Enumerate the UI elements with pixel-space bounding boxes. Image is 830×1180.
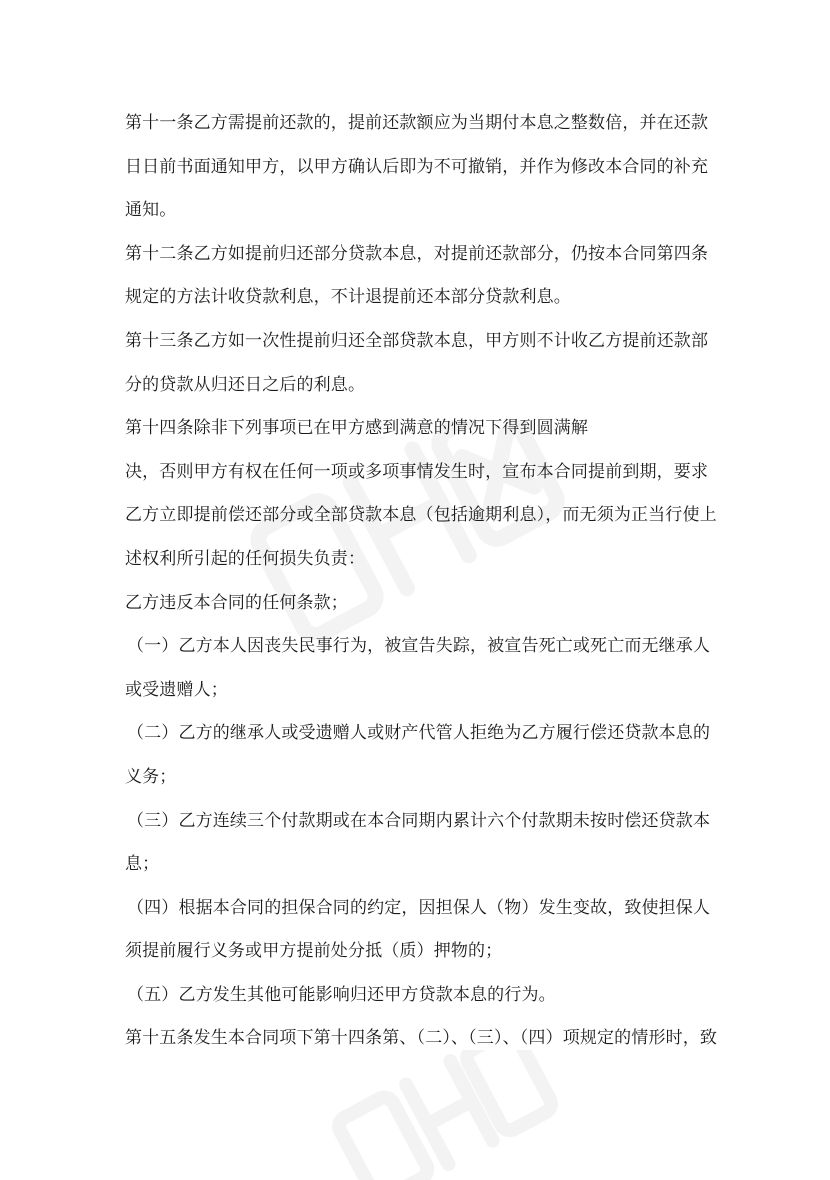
list-item-2: （二）乙方的继承人或受遗赠人或财产代管人拒绝为乙方履行偿还贷款本息的 (127, 723, 711, 744)
text-line: 息； (125, 854, 160, 875)
list-item-4: （四）根据本合同的担保合同的约定，因担保人（物）发生变故，致使担保人 (127, 897, 711, 918)
text-line-clause-14: 第十四条除非下列事项已在甲方感到满意的情况下得到圆满解 (125, 418, 589, 439)
text-line: 日日前书面通知甲方，以甲方确认后即为不可撤销，并作为修改本合同的补充 (125, 156, 709, 177)
text-line: 规定的方法计收贷款利息，不计退提前还本部分贷款利息。 (125, 287, 571, 308)
text-line: 义务； (125, 766, 177, 787)
list-item-5: （五）乙方发生其他可能影响归还甲方贷款本息的行为。 (127, 984, 556, 1005)
text-line-clause-11: 第十一条乙方需提前还款的，提前还款额应为当期付本息之整数倍，并在还款 (125, 113, 709, 133)
text-line: 分的贷款从归还日之后的利息。 (125, 374, 366, 395)
text-line-clause-15: 第十五条发生本合同项下第十四条第、（二）、（三）、（四）项规定的情形时，致 (125, 1028, 718, 1049)
text-line: 或受遗赠人； (125, 679, 228, 700)
list-item-1: （一）乙方本人因丧失民事行为，被宣告失踪，被宣告死亡或死亡而无继承人 (127, 636, 711, 657)
text-line: 通知。 (125, 200, 177, 221)
watermark-logo-icon (330, 1050, 560, 1180)
text-line-clause-13: 第十三条乙方如一次性提前归还全部贷款本息，甲方则不计收乙方提前还款部 (125, 330, 709, 351)
text-line-clause-12: 第十二条乙方如提前归还部分贷款本息，对提前还款部分，仍按本合同第四条 (125, 243, 709, 264)
document-body (125, 102, 718, 1061)
list-item-3: （三）乙方连续三个付款期或在本合同期内累计六个付款期未按时偿还贷款本 (127, 810, 711, 831)
text-line: 乙方立即提前偿还部分或全部贷款本息（包括逾期利息），而无须为正当行使上 (125, 505, 717, 526)
text-line: 乙方违反本合同的任何条款； (125, 592, 348, 613)
text-line: 述权利所引起的任何损失负责： (125, 548, 366, 569)
text-line: 须提前履行义务或甲方提前处分抵（质）押物的； (125, 941, 503, 962)
text-line: 决，否则甲方有权在任何一项或多项事情发生时，宣布本合同提前到期，要求 (125, 461, 709, 482)
